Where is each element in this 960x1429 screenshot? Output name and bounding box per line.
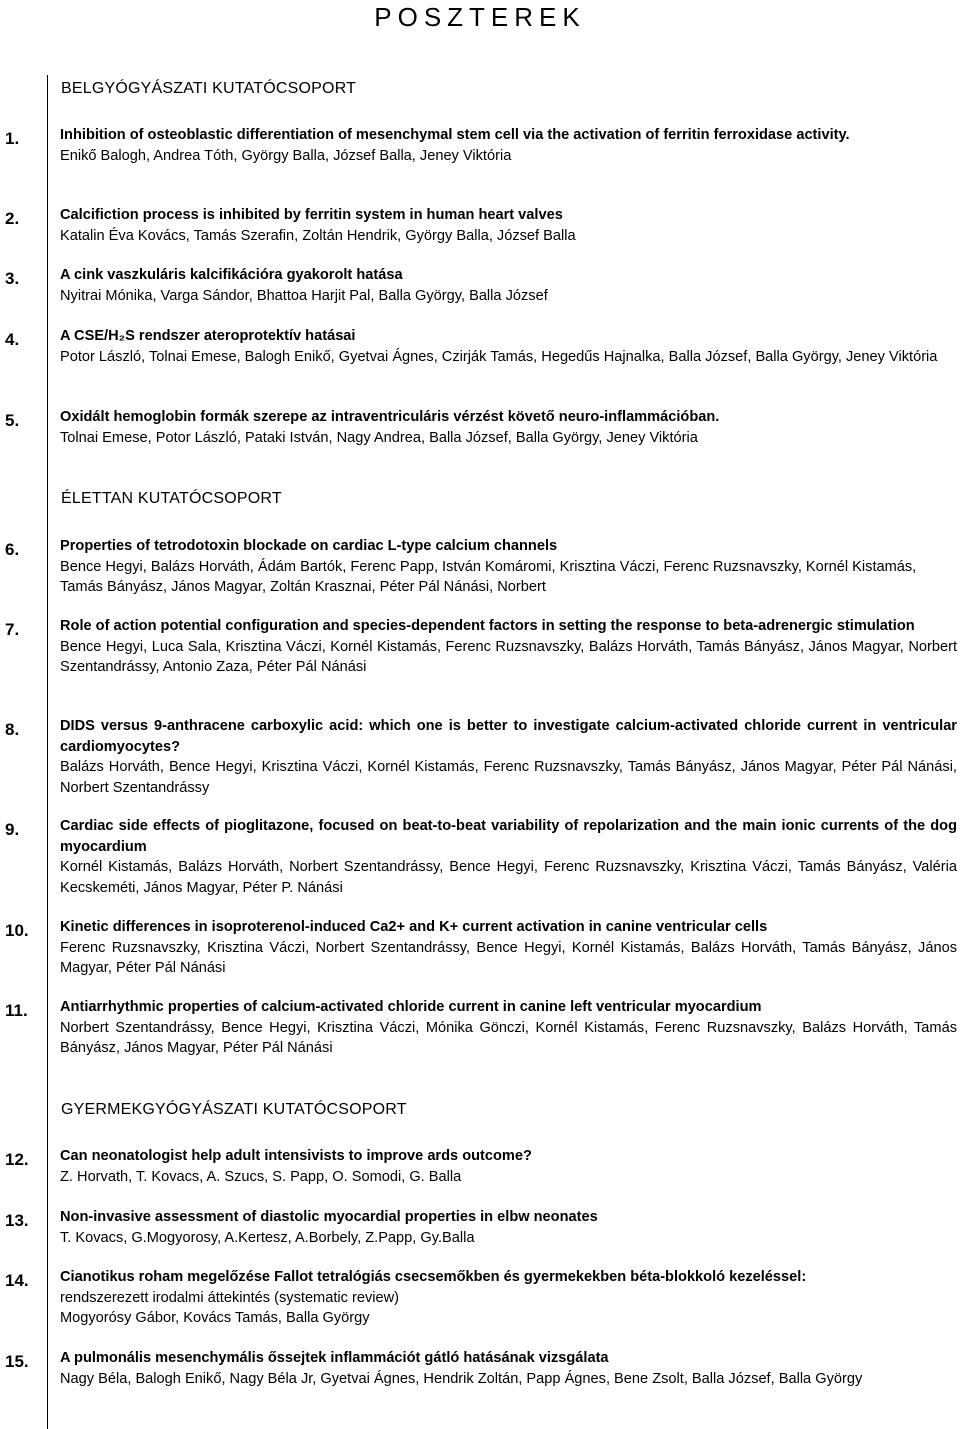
item-body bbox=[60, 536, 957, 598]
item-title: Cianotikus roham megelőzése Fallot tetralógiás csecsemőkben és gyermekekben béta-blokkoló kezeléssel: bbox=[60, 1269, 807, 1285]
item-authors: Potor László, Tolnai Emese, Balogh Enikő, Gyetvai Ágnes, Czirják Tamás, Hegedűs Hajnalka, Balla József, Balla György, Jeney Viktória bbox=[60, 348, 938, 365]
item-title: A cink vaszkuláris kalcifikációra gyakorolt hatása bbox=[60, 267, 403, 283]
item-authors: Tolnai Emese, Potor László, Pataki István, Nagy Andrea, Balla József, Balla György, Jeney Viktória bbox=[60, 429, 698, 446]
item-title: Calcifiction process is inhibited by ferritin system in human heart valves bbox=[60, 207, 563, 223]
item-title: Role of action potential configuration and species-dependent factors in setting the response to beta-adrenergic stimulation bbox=[60, 618, 915, 634]
item-title: A CSE/H₂S rendszer ateroprotektív hatásai bbox=[60, 328, 356, 344]
item-body bbox=[60, 1267, 957, 1329]
item-number: 14. bbox=[5, 1271, 29, 1290]
item-title: DIDS versus 9-anthracene carboxylic acid: which one is better to investigate calcium-activated chloride current in ventricular cardiomyocytes? bbox=[60, 718, 957, 755]
item-title: A pulmonális mesenchymális őssejtek inflammációt gátló hatásának vizsgálata bbox=[60, 1350, 609, 1366]
item-authors: Enikő Balogh, Andrea Tóth, György Balla, József Balla, Jeney Viktória bbox=[60, 147, 512, 164]
item-title: Properties of tetrodotoxin blockade on cardiac L-type calcium channels bbox=[60, 538, 558, 554]
item-number: 12. bbox=[5, 1150, 29, 1169]
item-number: 6. bbox=[5, 540, 20, 559]
item-body bbox=[60, 917, 957, 979]
item-authors: Nagy Béla, Balogh Enikő, Nagy Béla Jr, Gyetvai Ágnes, Hendrik Zoltán, Papp Ágnes, Bene Zsolt, Balla József, Balla György bbox=[60, 1370, 863, 1387]
item-number: 2. bbox=[5, 209, 20, 228]
item-body bbox=[60, 1146, 957, 1187]
item-authors: Bence Hegyi, Luca Sala, Krisztina Váczi, Kornél Kistamás, Ferenc Ruzsnavszky, Balázs Horváth, Tamás Bányász, János Magyar, Norbert Szentandrássy, Antonio Zaza, Péter Pál Nánási bbox=[60, 638, 957, 675]
item-authors: Z. Horvath, T. Kovacs, A. Szucs, S. Papp, O. Somodi, G. Balla bbox=[60, 1168, 462, 1185]
item-body bbox=[60, 265, 957, 306]
item-body bbox=[60, 816, 957, 898]
item-number: 9. bbox=[5, 820, 20, 839]
item-title: Antiarrhythmic properties of calcium-activated chloride current in canine left ventricular myocardium bbox=[60, 999, 762, 1015]
item-authors: Katalin Éva Kovács, Tamás Szerafin, Zoltán Hendrik, György Balla, József Balla bbox=[60, 227, 576, 244]
section-title-gyermekgyogyaszati: GYERMEKGYÓGYÁSZATI KUTATÓCSOPORT bbox=[61, 1101, 407, 1118]
item-body bbox=[60, 205, 957, 246]
item-body bbox=[60, 326, 957, 367]
item-authors: Mogyorósy Gábor, Kovács Tamás, Balla György bbox=[60, 1310, 370, 1326]
item-body bbox=[60, 616, 957, 678]
item-title: Oxidált hemoglobin formák szerepe az intraventriculáris vérzést követő neuro-inflammációban. bbox=[60, 409, 720, 425]
item-title: Cardiac side effects of pioglitazone, focused on beat-to-beat variability of repolarization and the main ionic currents of the dog myocardium bbox=[60, 818, 957, 855]
item-number: 1. bbox=[5, 129, 20, 148]
item-number: 11. bbox=[5, 1001, 28, 1020]
margin-rule bbox=[47, 75, 48, 1429]
item-subtitle: rendszerezett irodalmi áttekintés (systematic review) bbox=[60, 1289, 400, 1306]
item-number: 7. bbox=[5, 620, 20, 639]
item-body bbox=[60, 997, 957, 1059]
item-authors: Norbert Szentandrássy, Bence Hegyi, Krisztina Váczi, Mónika Gönczi, Kornél Kistamás, Ferenc Ruzsnavszky, Balázs Horváth, Tamás Bányász, János Magyar, Péter Pál Nánási bbox=[60, 1019, 957, 1056]
item-number: 4. bbox=[5, 330, 20, 349]
item-body bbox=[60, 407, 957, 448]
item-authors: T. Kovacs, G.Mogyorosy, A.Kertesz, A.Borbely, Z.Papp, Gy.Balla bbox=[60, 1229, 475, 1246]
section-title-belgyogyaszati: BELGYÓGYÁSZATI KUTATÓCSOPORT bbox=[61, 80, 357, 97]
item-authors: Balázs Horváth, Bence Hegyi, Krisztina Váczi, Kornél Kistamás, Ferenc Ruzsnavszky, Tamás Bányász, János Magyar, Péter Pál Nánási, Norbert Szentandrássy bbox=[60, 759, 957, 796]
item-title: Inhibition of osteoblastic differentiation of mesenchymal stem cell via the activation of ferritin ferroxidase activity. bbox=[60, 127, 850, 143]
page-title: POSZTEREK bbox=[374, 2, 586, 32]
item-title: Kinetic differences in isoproterenol-induced Ca2+ and K+ current activation in canine ventricular cells bbox=[60, 919, 768, 935]
item-body bbox=[60, 716, 957, 798]
item-number: 5. bbox=[5, 411, 20, 430]
item-number: 3. bbox=[5, 269, 20, 288]
item-title: Non-invasive assessment of diastolic myocardial properties in elbw neonates bbox=[60, 1209, 598, 1225]
item-number: 15. bbox=[5, 1352, 29, 1371]
item-body bbox=[60, 1348, 957, 1389]
item-body bbox=[60, 1207, 957, 1248]
item-authors: Nyitrai Mónika, Varga Sándor, Bhattoa Harjit Pal, Balla György, Balla József bbox=[60, 287, 548, 304]
item-body bbox=[60, 125, 957, 166]
item-authors: Bence Hegyi, Balázs Horváth, Ádám Bartók, Ferenc Papp, István Komáromi, Krisztina Váczi, Ferenc Ruzsnavszky, Kornél Kistamás, Tamás Bányász, János Magyar, Zoltán Krasznai, Péter Pál Nánási, Norbert bbox=[60, 558, 917, 595]
item-authors: Ferenc Ruzsnavszky, Krisztina Váczi, Norbert Szentandrássy, Bence Hegyi, Kornél Kistamás, Balázs Horváth, Tamás Bányász, János Magyar, Péter Pál Nánási bbox=[60, 939, 957, 976]
item-number: 10. bbox=[5, 921, 29, 940]
item-number: 8. bbox=[5, 720, 20, 739]
section-title-elettan: ÉLETTAN KUTATÓCSOPORT bbox=[61, 490, 282, 507]
item-number: 13. bbox=[5, 1211, 29, 1230]
item-title: Can neonatologist help adult intensivists to improve ards outcome? bbox=[60, 1148, 532, 1164]
item-authors: Kornél Kistamás, Balázs Horváth, Norbert Szentandrássy, Bence Hegyi, Ferenc Ruzsnavszky, Krisztina Váczi, Tamás Bányász, Valéria Kecskeméti, János Magyar, Péter P. Nánási bbox=[60, 859, 957, 896]
